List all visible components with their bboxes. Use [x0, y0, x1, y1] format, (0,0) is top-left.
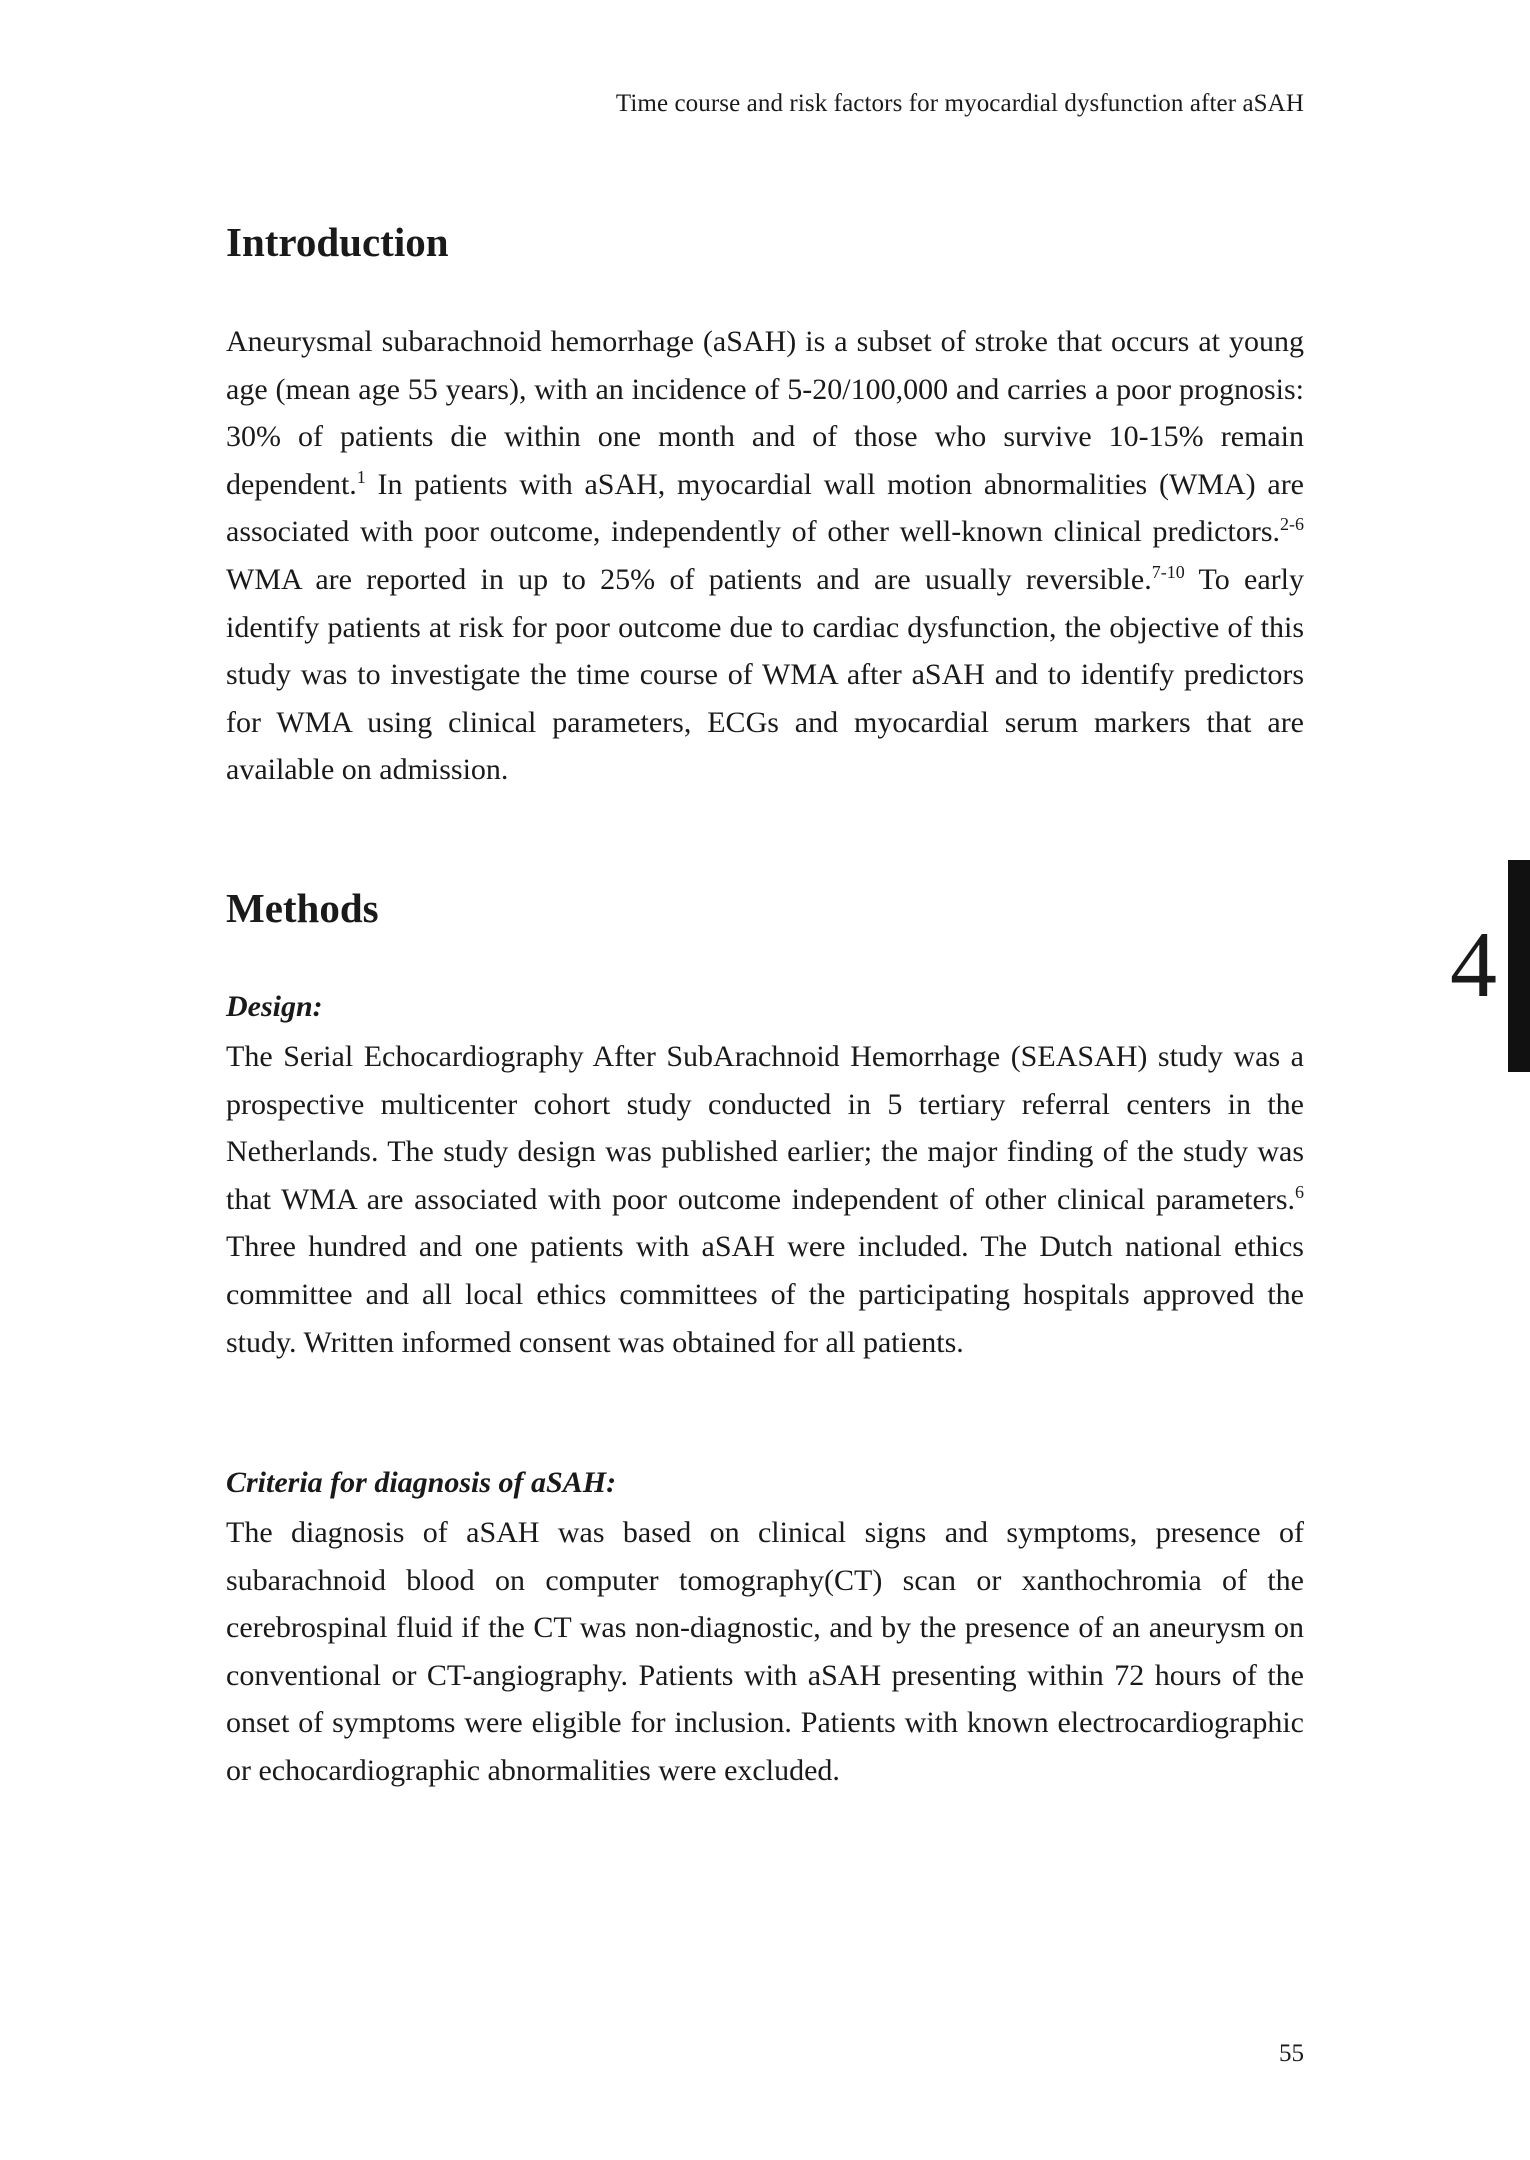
citation-6: 6	[1295, 1181, 1304, 1202]
running-header: Time course and risk factors for myocardial dysfunction after aSAH	[615, 90, 1304, 117]
citation-7-10: 7-10	[1151, 561, 1185, 582]
chapter-tab-marker	[1508, 860, 1530, 1072]
page-number: 55	[1279, 2040, 1304, 2067]
citation-2-6: 2-6	[1280, 514, 1304, 535]
design-subheading: Design:	[226, 990, 323, 1023]
criteria-paragraph: The diagnosis of aSAH was based on clinical signs and symptoms, presence of subarachnoid blood on computer tomography(CT) scan or xanthochromia of the cerebrospinal fluid if the CT was non-diagnostic, and by the presence of an aneurysm on conventional or CT-angiography. Patients with aSAH presenting within 72 hours of the onset of symptoms were eligible for inclusion. Patients with known electrocardiographic or echocardiographic abnormalities were excluded.	[226, 1516, 1304, 1787]
intro-text-3: WMA are reported in up to 25% of patients and are usually reversible.	[226, 562, 1152, 596]
design-text-2: Three hundred and one patients with aSAH were included. The Dutch national ethics committee and all local ethics committees of the participating hospitals approved the study. Written informed consent was obtained for all patients.	[226, 1230, 1304, 1359]
methods-heading: Methods	[226, 885, 379, 931]
introduction-paragraph	[226, 318, 1304, 794]
intro-text-1: Aneurysmal subarachnoid hemorrhage (aSAH) is a subset of stroke that occurs at young age (mean age 55 years), with an incidence of 5-20/100,000 and carries a poor prognosis: 30% of patients die within one month and of those who survive 10-15% remain dependent.	[226, 325, 1304, 501]
citation-1: 1	[356, 466, 366, 487]
design-text-1: The Serial Echocardiography After SubArachnoid Hemorrhage (SEASAH) study was a prospective multicenter cohort study conducted in 5 tertiary referral centers in the Netherlands. The study design was published earlier; the major finding of the study was that WMA are associated with poor outcome independent of other clinical parameters.	[226, 1040, 1304, 1216]
design-paragraph	[226, 1033, 1304, 1366]
intro-text-4: To early identify patients at risk for poor outcome due to cardiac dysfunction, the objective of this study was to investigate the time course of WMA after aSAH and to identify predictors for WMA using clinical parameters, ECGs and myocardial serum markers that are available on admission.	[226, 562, 1304, 787]
criteria-subheading: Criteria for diagnosis of aSAH:	[226, 1466, 617, 1499]
chapter-number: 4	[1450, 913, 1497, 1017]
introduction-heading: Introduction	[226, 219, 449, 265]
intro-text-2: In patients with aSAH, myocardial wall motion abnormalities (WMA) are associated with poor outcome, independently of other well-known clinical predictors.	[226, 467, 1304, 549]
